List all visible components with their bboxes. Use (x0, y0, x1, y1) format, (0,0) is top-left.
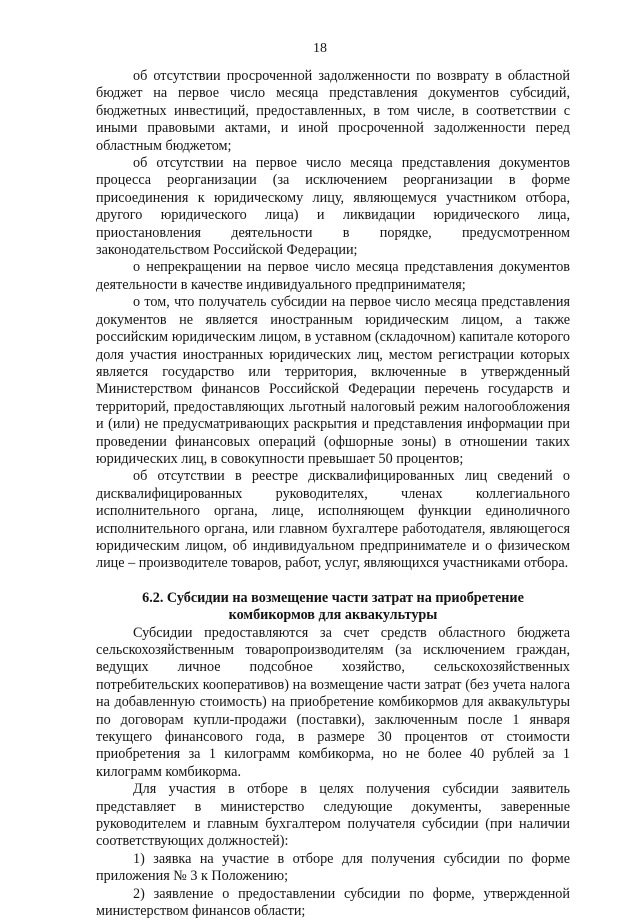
paragraph-no-overdue-debt: об отсутствии просроченной задолженности по возврату в областной бюджет на первое число месяца представления документов субсидий, бюджетных инвестиций, предоставленных, в том числе, в соответствии с иными правовыми актами, и иной просроченной задолженности перед областным бюджетом; (96, 68, 570, 154)
paragraph-not-foreign-entity: о том, что получатель субсидии на первое число месяца представления документов не является иностранным юридическим лицом, а также российским юридическим лицом, в уставном (складочном) капитале которого доля участия иностранных юридических лиц, местом регистрации которых является государство или территория, включенные в утвержденный Министерством финансов Российской Федерации перечень государств и территорий, предоставляющих льготный налоговый режим налогообложения и (или) не предусматривающих раскрытия и представления информации при проведении финансовых операций (офшорные зоны) в отношении таких юридических лиц, в совокупности превышает 50 процентов; (96, 294, 570, 467)
paragraph-subsidy-terms: Субсидии предоставляются за счет средств областного бюджета сельскохозяйственным товаропроизводителям (за исключением граждан, ведущих личное подсобное хозяйство, сельскохозяйственных потребительских кооперативов) на возмещение части затрат (без учета налога на добавленную стоимость) на приобретение комбикормов для аквакультуры по договорам купли-продажи (поставки), заключенным после 1 января текущего финансового года, в размере 30 процентов от стоимости приобретения за 1 килограмм комбикорма, но не более 40 рублей за 1 килограмм комбикорма. (96, 624, 570, 780)
paragraph-no-termination: о непрекращении на первое число месяца представления документов деятельности в качестве индивидуального предпринимателя; (96, 259, 570, 293)
list-item-statement: 2) заявление о предоставлении субсидии по форме, утвержденной министерством финансов области; (96, 885, 570, 920)
list-item-application: 1) заявка на участие в отборе для получения субсидии по форме приложения № 3 к Положению; (96, 850, 570, 885)
section-heading (96, 590, 570, 625)
paragraph-documents-required: Для участия в отборе в целях получения субсидии заявитель представляет в министерство следующие документы, заверенные руководителем и главным бухгалтером получателя субсидии (при наличии соответствующих должностей): (96, 781, 570, 850)
paragraph-no-disqualified-persons: об отсутствии в реестре дисквалифицированных лиц сведений о дисквалифицированных руководителях, членах коллегиального исполнительного органа, лице, исполняющем функции единоличного исполнительного органа, или главном бухгалтере работодателя, являющегося юридическим лицом, об индивидуальном предпринимателе и о физическом лице – производителе товаров, работ, услуг, являющихся участниками отбора. (96, 468, 570, 572)
paragraph-no-reorganization: об отсутствии на первое число месяца представления документов процесса реорганизации (за исключением реорганизации в форме присоединения к юридическому лицу, являющемуся участником отбора, другого юридического лица) и ликвидации юридического лица, приостановления деятельности в порядке, предусмотренном законодательством Российской Федерации; (96, 155, 570, 259)
document-body (96, 68, 570, 921)
section-heading-line2: комбикормов для аквакультуры (228, 607, 438, 624)
section-heading-line1: 6.2. Субсидии на возмещение части затрат на приобретение (142, 589, 524, 606)
page-number: 18 (313, 41, 327, 56)
